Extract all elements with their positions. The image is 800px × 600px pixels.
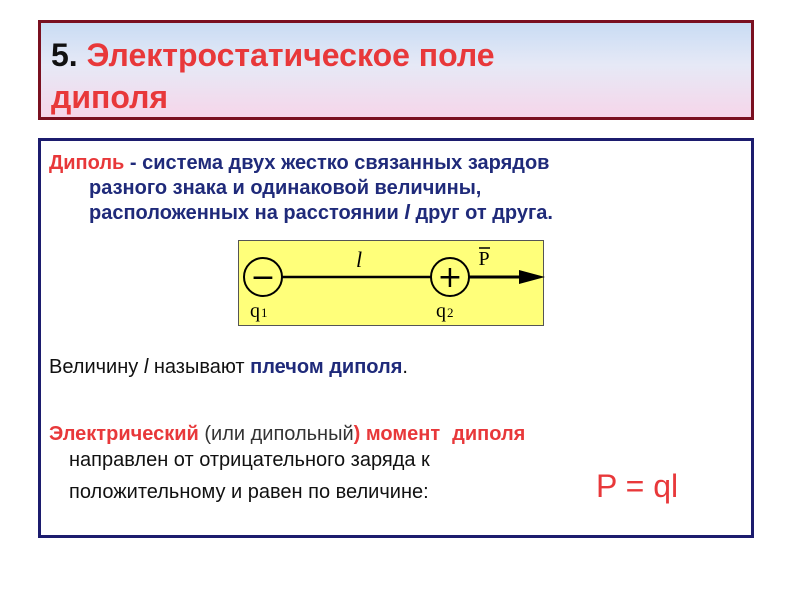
arm-term: плечом диполя — [250, 356, 403, 378]
definition-line-3 — [49, 201, 745, 226]
slide-title-line-2: диполя — [51, 79, 169, 115]
length-label: l — [355, 247, 363, 272]
definition-text-3b: друг от друга. — [409, 202, 553, 224]
moment-paren-text: (или дипольный — [204, 423, 354, 445]
title-text-1: Электростатическое поле — [86, 37, 495, 73]
dipole-moment-heading — [49, 421, 525, 447]
moment-description-line-1: направлен от отрицательного заряда к — [69, 449, 430, 471]
charge-q2-letter: q — [436, 300, 446, 322]
content-box — [38, 138, 754, 538]
dipole-diagram — [238, 240, 544, 326]
title-number: 5. — [51, 37, 78, 73]
definition-text-1: система двух жестко связанных зарядов — [142, 152, 550, 174]
moment-formula: P = ql — [596, 468, 679, 504]
dipole-diagram-svg — [239, 241, 545, 327]
slide-title-line-1 — [51, 35, 495, 75]
moment-description-line-2: положительному и равен по величине: — [69, 481, 429, 503]
charge-q1-index: 1 — [261, 305, 268, 320]
moment-paren-close: ) — [353, 423, 361, 445]
dipole-arm-statement — [49, 354, 408, 380]
charge-q1-letter: q — [250, 300, 260, 322]
definition-var-l: l — [404, 202, 410, 224]
arm-end: . — [402, 356, 408, 378]
dipole-definition — [49, 151, 745, 226]
arm-prefix: Величину — [49, 356, 144, 378]
plus-sign: + — [437, 260, 463, 295]
dipole-term: Диполь — [49, 152, 125, 174]
arm-mid: называют — [148, 356, 251, 378]
title-box — [38, 20, 754, 120]
definition-dash: - — [124, 152, 143, 174]
definition-text-3a: расположенных на расстоянии — [89, 202, 405, 224]
minus-sign: − — [250, 260, 276, 295]
moment-term-dipole: диполя — [452, 423, 526, 445]
moment-arrow-head — [519, 270, 545, 284]
definition-line-2: разного знака и одинаковой величины, — [89, 177, 482, 199]
moment-term-moment: момент — [365, 423, 441, 445]
moment-label: P — [478, 248, 490, 270]
moment-term-electric: Электрический — [49, 423, 199, 445]
definition-line-1 — [49, 151, 745, 176]
charge-q2-index: 2 — [447, 305, 454, 320]
arm-var-l: l — [143, 356, 149, 378]
